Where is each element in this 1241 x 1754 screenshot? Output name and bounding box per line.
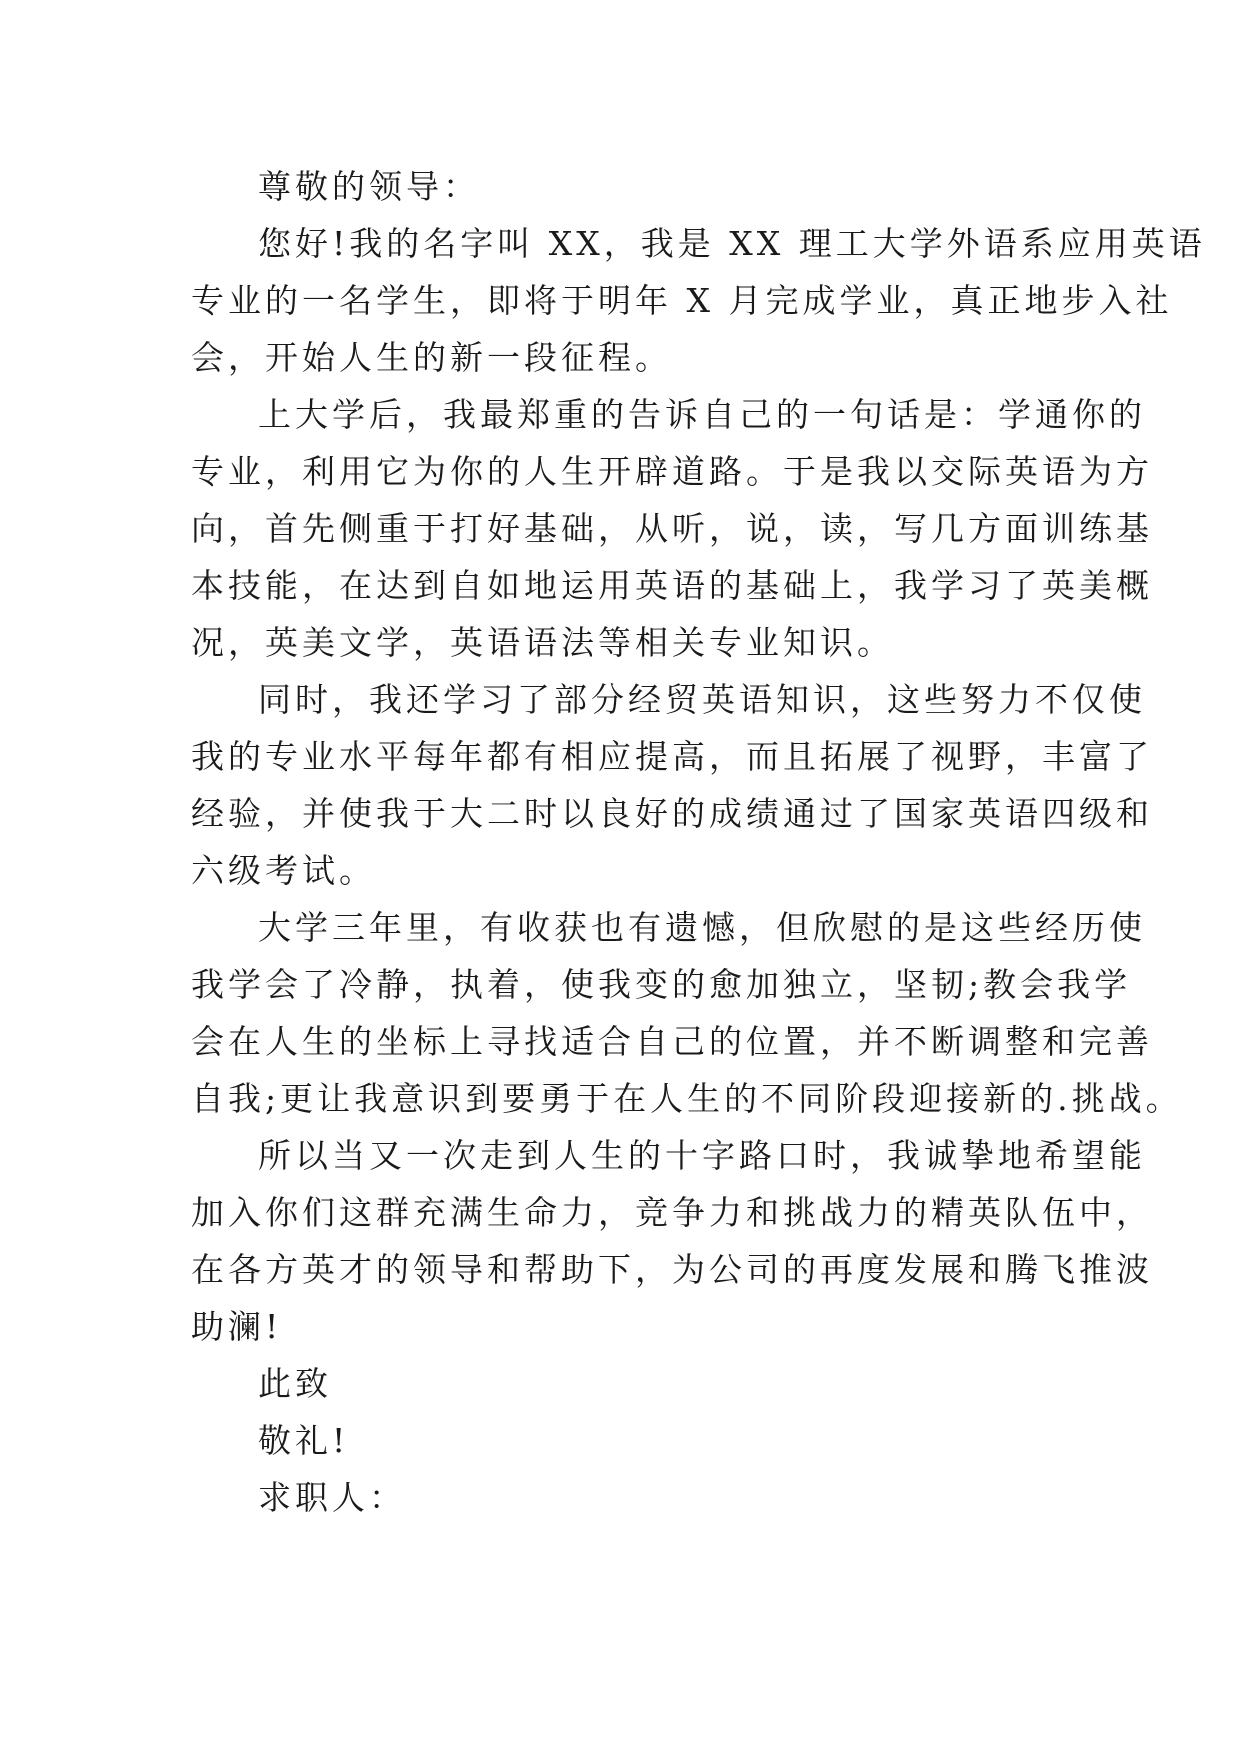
signature-label: 求职人： xyxy=(258,1478,406,1517)
salutation: 尊敬的领导： xyxy=(258,167,480,206)
closing-line-2: 敬礼! xyxy=(258,1421,350,1460)
paragraph-line: 自我;更让我意识到要勇于在人生的不同阶段迎接新的.挑战。 xyxy=(191,1079,1183,1118)
paragraph-line: 专业，利用它为你的人生开辟道路。于是我以交际英语为方 xyxy=(191,452,1153,491)
paragraph-line: 大学三年里，有收获也有遗憾，但欣慰的是这些经历使 xyxy=(258,908,1146,947)
paragraph-line: 同时，我还学习了部分经贸英语知识，这些努力不仅使 xyxy=(258,680,1146,719)
paragraph-studies xyxy=(191,386,1153,671)
paragraph-line: 您好!我的名字叫 XX，我是 XX 理工大学外语系应用英语 xyxy=(258,224,1206,263)
paragraph-line: 上大学后，我最郑重的告诉自己的一句话是：学通你的 xyxy=(258,395,1146,434)
paragraph-line: 助澜! xyxy=(191,1307,283,1346)
closing-line-1: 此致 xyxy=(258,1364,332,1403)
paragraph-line: 经验，并使我于大二时以良好的成绩通过了国家英语四级和 xyxy=(191,794,1153,833)
paragraph-conclusion xyxy=(191,1127,1153,1355)
paragraph-line: 况，英美文学，英语语法等相关专业知识。 xyxy=(191,623,894,662)
paragraph-business-english xyxy=(191,671,1153,899)
paragraph-line: 本技能，在达到自如地运用英语的基础上，我学习了英美概 xyxy=(191,566,1153,605)
paragraph-line: 所以当又一次走到人生的十字路口时，我诚挚地希望能 xyxy=(258,1136,1146,1175)
paragraph-line: 会，开始人生的新一段征程。 xyxy=(191,338,672,377)
paragraph-introduction xyxy=(191,215,1206,386)
paragraph-line: 在各方英才的领导和帮助下，为公司的再度发展和腾飞推波 xyxy=(191,1250,1153,1289)
paragraph-reflection xyxy=(191,899,1183,1127)
paragraph-line: 加入你们这群充满生命力，竞争力和挑战力的精英队伍中， xyxy=(191,1193,1153,1232)
paragraph-line: 我学会了冷静，执着，使我变的愈加独立，坚韧;教会我学 xyxy=(191,965,1132,1004)
paragraph-line: 会在人生的坐标上寻找适合自己的位置，并不断调整和完善 xyxy=(191,1022,1153,1061)
cover-letter xyxy=(191,158,1206,1526)
paragraph-line: 我的专业水平每年都有相应提高，而且拓展了视野，丰富了 xyxy=(191,737,1153,776)
paragraph-line: 专业的一名学生，即将于明年 X 月完成学业，真正地步入社 xyxy=(191,281,1173,320)
paragraph-line: 六级考试。 xyxy=(191,851,376,890)
paragraph-line: 向，首先侧重于打好基础，从听，说，读，写几方面训练基 xyxy=(191,509,1153,548)
